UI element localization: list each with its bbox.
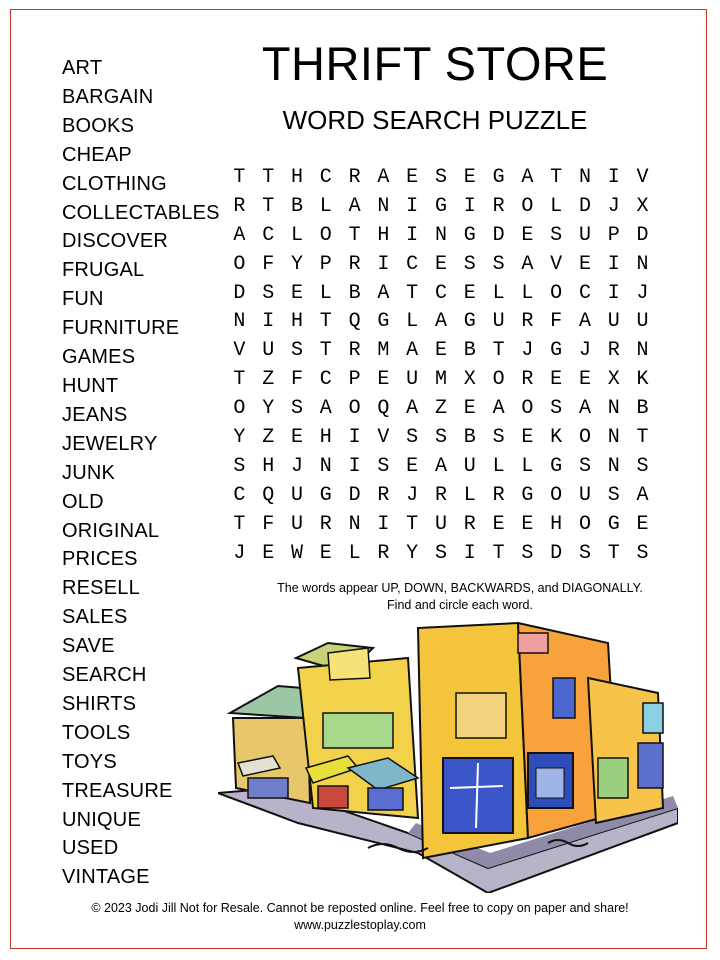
grid-letter: A [319, 397, 332, 421]
word-list-item: GAMES [62, 346, 136, 369]
copyright-text: © 2023 Jodi Jill Not for Resale. Cannot be reposted online. Feel free to copy on paper and share! [91, 901, 629, 915]
grid-letter: P [607, 223, 620, 247]
word-list-item: ORIGINAL [62, 519, 160, 542]
instructions [255, 580, 665, 614]
grid-letter: F [550, 310, 563, 334]
grid-letter: Y [233, 426, 246, 450]
grid-letter: C [578, 281, 591, 305]
storefront-illustration [218, 618, 678, 893]
grid-letter: E [319, 541, 332, 565]
grid-letter: H [290, 310, 303, 334]
grid-letter: O [550, 281, 563, 305]
grid-letter: I [377, 512, 390, 536]
grid-letter: S [521, 541, 534, 565]
grid-letter: J [521, 339, 534, 363]
word-list-item: SEARCH [62, 664, 147, 687]
grid-letter: G [607, 512, 620, 536]
grid-letter: R [434, 483, 447, 507]
grid-letter: R [492, 194, 505, 218]
grid-letter: D [636, 223, 649, 247]
grid-letter: A [434, 310, 447, 334]
grid-letter: R [348, 339, 361, 363]
grid-letter: S [290, 397, 303, 421]
grid-letter: E [492, 512, 505, 536]
grid-letter: L [492, 281, 505, 305]
grid-letter: I [463, 194, 476, 218]
grid-letter: A [492, 397, 505, 421]
grid-letter: E [463, 281, 476, 305]
grid-letter: Y [406, 541, 419, 565]
grid-letter: S [492, 426, 505, 450]
grid-letter: O [550, 483, 563, 507]
word-list-item: PRICES [62, 548, 138, 571]
grid-letter: K [636, 368, 649, 392]
grid-letter: R [607, 339, 620, 363]
grid-letter: Q [377, 397, 390, 421]
puzzle-subtitle: WORD SEARCH PUZZLE [282, 105, 588, 135]
grid-letter: R [521, 368, 534, 392]
grid-letter: I [377, 252, 390, 276]
grid-letter: P [319, 252, 332, 276]
grid-letter: J [406, 483, 419, 507]
grid-letter: E [434, 339, 447, 363]
grid-letter: J [290, 454, 303, 478]
grid-letter: I [348, 426, 361, 450]
grid-letter: O [521, 397, 534, 421]
word-list-item: SALES [62, 606, 128, 629]
word-list-item: SHIRTS [62, 692, 137, 715]
grid-letter: E [434, 252, 447, 276]
grid-letter: A [406, 397, 419, 421]
grid-letter: T [607, 541, 620, 565]
grid-letter: A [348, 194, 361, 218]
grid-letter: C [406, 252, 419, 276]
grid-letter: R [463, 512, 476, 536]
grid-letter: U [434, 512, 447, 536]
grid-letter: T [233, 512, 246, 536]
grid-letter: L [550, 194, 563, 218]
grid-letter: F [290, 368, 303, 392]
grid-letter: R [377, 541, 390, 565]
grid-letter: T [262, 194, 275, 218]
grid-letter: L [319, 281, 332, 305]
word-list-item: FUN [62, 288, 104, 311]
word-list-item: VINTAGE [62, 866, 150, 889]
grid-letter: S [434, 541, 447, 565]
grid-letter: S [550, 397, 563, 421]
grid-letter: S [233, 454, 246, 478]
grid-letter: R [521, 310, 534, 334]
grid-letter: E [521, 426, 534, 450]
word-list-item: CHEAP [62, 143, 132, 166]
word-list-item: ART [62, 57, 103, 79]
grid-letter: N [348, 512, 361, 536]
grid-letter: T [319, 339, 332, 363]
grid-letter: E [636, 512, 649, 536]
grid-letter: O [492, 368, 505, 392]
word-list-item: DISCOVER [62, 230, 169, 253]
grid-letter: H [550, 512, 563, 536]
grid-letter: D [550, 541, 563, 565]
grid-letter: O [319, 223, 332, 247]
word-list-item: TOOLS [62, 721, 131, 744]
grid-letter: A [578, 397, 591, 421]
grid-letter: T [492, 541, 505, 565]
grid-letter: N [607, 397, 620, 421]
word-list-item: OLD [62, 490, 104, 513]
grid-letter: N [377, 194, 390, 218]
grid-letter: L [521, 281, 534, 305]
grid-letter: E [290, 426, 303, 450]
grid-letter: E [463, 166, 476, 189]
grid-letter: E [377, 368, 390, 392]
grid-letter: P [348, 368, 361, 392]
word-list-item: BARGAIN [62, 85, 154, 108]
grid-letter: A [521, 166, 534, 189]
grid-letter: V [636, 166, 649, 189]
grid-letter: G [434, 194, 447, 218]
grid-letter: F [262, 512, 275, 536]
grid-letter: L [290, 223, 303, 247]
grid-letter: U [406, 368, 419, 392]
grid-letter: S [434, 426, 447, 450]
word-list-item: UNIQUE [62, 808, 141, 831]
grid-letter: I [607, 281, 620, 305]
grid-letter: L [406, 310, 419, 334]
grid-letter: O [348, 397, 361, 421]
grid-letter: L [463, 483, 476, 507]
instructions-line-2: Find and circle each word. [387, 598, 533, 612]
grid-letter: T [492, 339, 505, 363]
grid-letter: I [607, 252, 620, 276]
grid-letter: U [290, 483, 303, 507]
grid-letter: I [348, 454, 361, 478]
grid-letter: J [578, 339, 591, 363]
grid-letter: T [262, 166, 275, 189]
grid-letter: S [550, 223, 563, 247]
grid-letter: U [262, 339, 275, 363]
grid-letter: S [636, 454, 649, 478]
grid-letter: U [607, 310, 620, 334]
grid-letter: T [233, 166, 246, 189]
word-list [62, 54, 220, 892]
grid-letter: E [463, 397, 476, 421]
grid-letter: R [348, 252, 361, 276]
grid-letter: K [550, 426, 563, 450]
grid-letter: E [262, 541, 275, 565]
grid-letter: A [434, 454, 447, 478]
grid-letter: E [578, 252, 591, 276]
grid-letter: S [607, 483, 620, 507]
word-list-item: FURNITURE [62, 317, 180, 340]
grid-letter: S [406, 426, 419, 450]
word-list-item: TOYS [62, 750, 117, 773]
grid-letter: F [262, 252, 275, 276]
grid-letter: S [377, 454, 390, 478]
grid-letter: B [636, 397, 649, 421]
grid-letter: H [262, 454, 275, 478]
grid-letter: D [233, 281, 246, 305]
grid-letter: N [434, 223, 447, 247]
grid-letter: N [636, 252, 649, 276]
grid-letter: L [521, 454, 534, 478]
grid-letter: J [607, 194, 620, 218]
grid-letter: Y [262, 397, 275, 421]
grid-letter: D [578, 194, 591, 218]
grid-letter: Z [262, 368, 275, 392]
grid-letter: R [377, 483, 390, 507]
grid-letter: L [319, 194, 332, 218]
grid-letter: G [492, 166, 505, 189]
grid-letter: I [262, 310, 275, 334]
word-list-item: FRUGAL [62, 259, 145, 282]
grid-letter: Z [434, 397, 447, 421]
grid-letter: U [290, 512, 303, 536]
grid-letter: L [492, 454, 505, 478]
grid-letter: C [262, 223, 275, 247]
grid-letter: T [636, 426, 649, 450]
grid-letter: H [290, 166, 303, 189]
grid-letter: O [521, 194, 534, 218]
grid-letter: T [406, 512, 419, 536]
grid-letter: A [377, 281, 390, 305]
grid-letter: S [262, 281, 275, 305]
grid-letter: C [319, 166, 332, 189]
grid-letter: T [233, 368, 246, 392]
grid-letter: R [233, 194, 246, 218]
grid-letter: I [406, 194, 419, 218]
grid-letter: T [406, 281, 419, 305]
grid-letter: J [636, 281, 649, 305]
grid-letter: D [348, 483, 361, 507]
grid-letter: U [578, 483, 591, 507]
grid-letter: N [607, 454, 620, 478]
grid-letter: Q [348, 310, 361, 334]
word-list-item: HUNT [62, 374, 119, 397]
word-list-item: JEWELRY [62, 432, 158, 455]
grid-letter: T [550, 166, 563, 189]
grid-letter: H [377, 223, 390, 247]
word-list-item: USED [62, 837, 119, 860]
word-list-item: JUNK [62, 461, 116, 484]
grid-letter: E [578, 368, 591, 392]
word-list-item: CLOTHING [62, 172, 167, 195]
grid-letter: A [377, 166, 390, 189]
grid-letter: L [348, 541, 361, 565]
grid-letter: S [578, 454, 591, 478]
grid-letter: E [521, 512, 534, 536]
grid-letter: M [434, 368, 447, 392]
grid-letter: S [636, 541, 649, 565]
grid-letter: G [550, 339, 563, 363]
word-list-item: SAVE [62, 635, 115, 658]
grid-letter: N [319, 454, 332, 478]
grid-letter: E [550, 368, 563, 392]
grid-letter: E [406, 454, 419, 478]
word-list-item: RESELL [62, 577, 140, 600]
grid-letter: G [377, 310, 390, 334]
grid-letter: I [406, 223, 419, 247]
website-url: www.puzzlestoplay.com [294, 918, 426, 932]
grid-letter: W [290, 541, 303, 565]
grid-letter: O [233, 397, 246, 421]
grid-letter: N [607, 426, 620, 450]
grid-letter: A [578, 310, 591, 334]
grid-letter: C [319, 368, 332, 392]
instructions-line-1: The words appear UP, DOWN, BACKWARDS, and DIAGONALLY. [277, 581, 643, 595]
grid-letter: G [521, 483, 534, 507]
grid-letter: G [319, 483, 332, 507]
grid-letter: E [521, 223, 534, 247]
grid-letter: N [636, 339, 649, 363]
grid-letter: S [578, 541, 591, 565]
grid-letter: R [348, 166, 361, 189]
grid-letter: N [578, 166, 591, 189]
grid-letter: O [578, 426, 591, 450]
grid-letter: A [233, 223, 246, 247]
grid-letter: A [521, 252, 534, 276]
grid-letter: U [463, 454, 476, 478]
grid-letter: J [233, 541, 246, 565]
grid-letter: R [319, 512, 332, 536]
grid-letter: S [434, 166, 447, 189]
grid-letter: C [233, 483, 246, 507]
grid-letter: U [492, 310, 505, 334]
grid-letter: T [348, 223, 361, 247]
grid-letter: R [492, 483, 505, 507]
grid-letter: H [319, 426, 332, 450]
grid-letter: B [463, 426, 476, 450]
grid-letter: A [406, 339, 419, 363]
grid-letter: U [578, 223, 591, 247]
grid-letter: V [550, 252, 563, 276]
grid-letter: D [492, 223, 505, 247]
grid-letter: G [463, 310, 476, 334]
grid-letter: E [406, 166, 419, 189]
grid-letter: M [377, 339, 390, 363]
grid-letter: X [636, 194, 649, 218]
grid-letter: U [636, 310, 649, 334]
grid-letter: B [463, 339, 476, 363]
grid-letter: S [492, 252, 505, 276]
grid-letter: Y [290, 252, 303, 276]
grid-letter: N [233, 310, 246, 334]
grid-letter: C [434, 281, 447, 305]
grid-letter: G [550, 454, 563, 478]
grid-letter: O [233, 252, 246, 276]
grid-letter: Z [262, 426, 275, 450]
copyright-footer [40, 900, 680, 934]
grid-letter: X [463, 368, 476, 392]
grid-letter: X [607, 368, 620, 392]
letter-grid [225, 164, 657, 568]
grid-letter: A [636, 483, 649, 507]
puzzle-title: THRIFT STORE [261, 37, 609, 90]
grid-letter: V [233, 339, 246, 363]
grid-letter: B [290, 194, 303, 218]
grid-letter: S [290, 339, 303, 363]
grid-letter: I [463, 541, 476, 565]
grid-letter: I [607, 166, 620, 189]
grid-letter: S [463, 252, 476, 276]
grid-letter: V [377, 426, 390, 450]
grid-letter: G [463, 223, 476, 247]
grid-letter: B [348, 281, 361, 305]
word-list-item: COLLECTABLES [62, 201, 220, 224]
grid-letter: O [578, 512, 591, 536]
word-list-item: JEANS [62, 403, 128, 426]
grid-letter: T [319, 310, 332, 334]
word-list-item: TREASURE [62, 779, 173, 802]
grid-letter: E [290, 281, 303, 305]
grid-letter: Q [262, 483, 275, 507]
word-list-item: BOOKS [62, 114, 135, 137]
